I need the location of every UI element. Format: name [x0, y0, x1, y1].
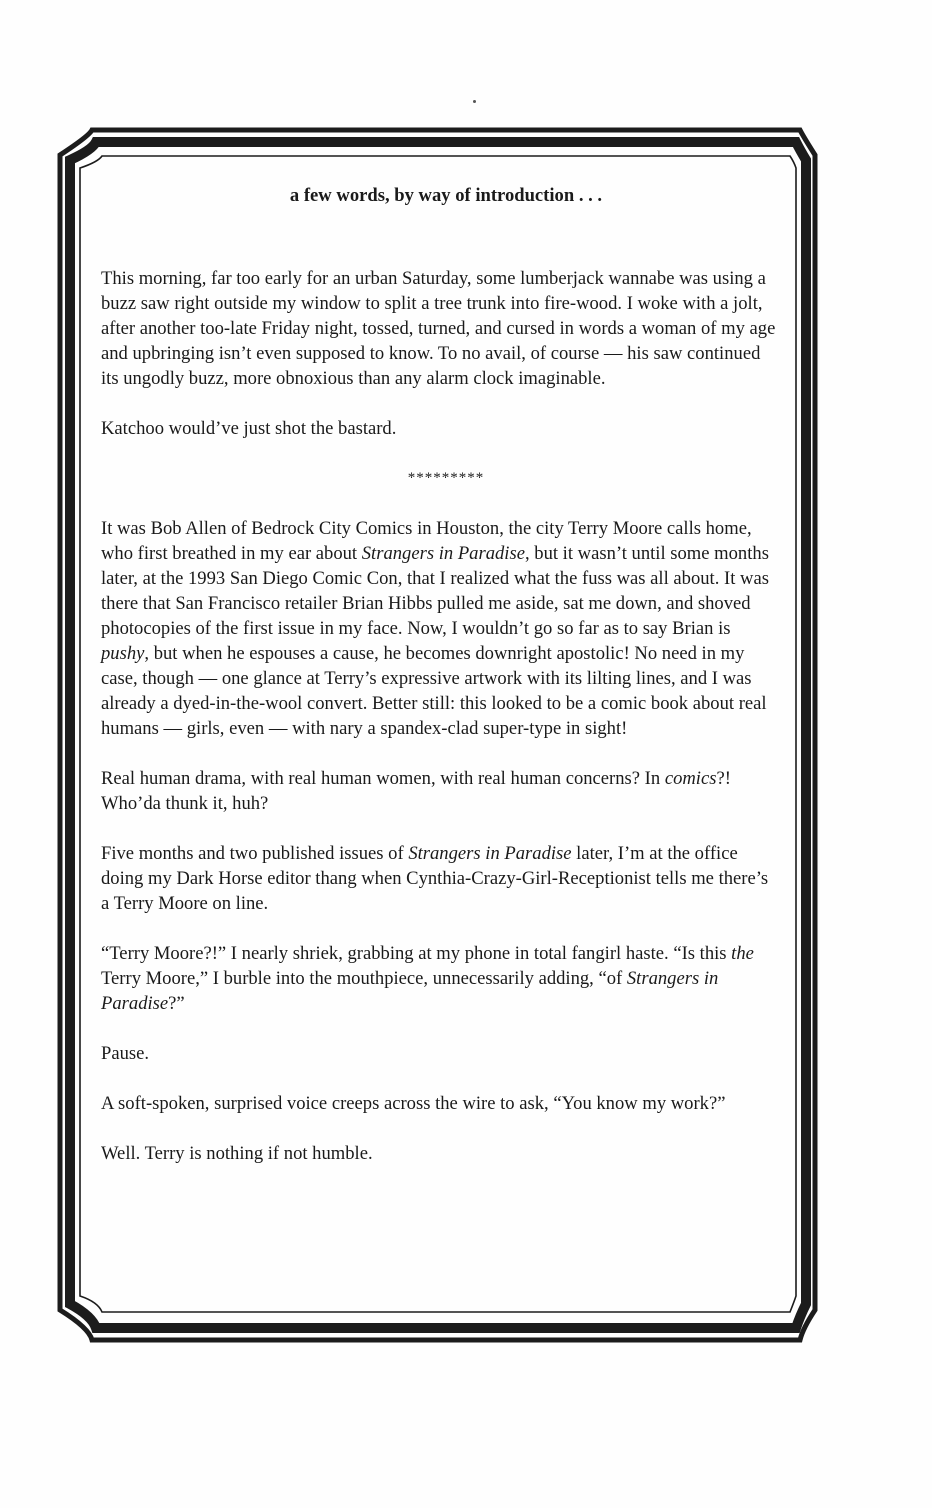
book-title: Strangers in Paradise [361, 543, 525, 564]
paragraph-bob-allen: It was Bob Allen of Bedrock City Comics in Houston, the city Terry Moore calls home, who first breathed in my ear about Strangers in Paradise, but it wasn’t until some months later, at the 1993 San Diego Comic Con, that I realized what the fuss was all about. It was there that San Francisco retailer Brian Hibbs pulled me aside, sat me down, and shoved photocopies of the first issue in my face. Now, I wouldn’t go so far as to say Brian is pushy, but when he espouses a cause, he becomes downright apostolic! No need in my case, though — one glance at Terry’s expressive artwork with its lilting lines, and I was already a dyed-in-the-wool convert. Better still: this looked to be a comic book about real humans — girls, even — with nary a spandex-clad super-type in sight! [101, 518, 769, 739]
paragraph-phone-call: “Terry Moore?!” I nearly shriek, grabbing at my phone in total fangirl haste. “Is this the Terry Moore,” I burble into the mouthpiece, unnecessarily adding, “of Strangers in Paradise?” [101, 943, 754, 1014]
book-title: Strangers in Paradise [408, 843, 572, 864]
paragraph-pause: Pause. [101, 1043, 150, 1064]
section-separator: ********* [407, 470, 485, 486]
emphasis-pushy: pushy [101, 643, 145, 664]
paragraph-five-months: Five months and two published issues of Strangers in Paradise later, I’m at the office doing my Dark Horse editor thang when Cynthia-Crazy-Girl-Receptionist tells me there’s a Terry Moore on line. [101, 843, 769, 914]
introduction-text [101, 183, 781, 1191]
paragraph-real-human-drama: Real human drama, with real human women, with real human concerns? In comics?! Who’da thunk it, huh? [101, 768, 731, 814]
emphasis-comics: comics [664, 768, 717, 789]
book-title: Strangers in Paradise [101, 968, 719, 1014]
emphasis-the: the [731, 943, 754, 964]
paragraph-soft-spoken: A soft-spoken, surprised voice creeps across the wire to ask, “You know my work?” [101, 1093, 726, 1114]
section-heading: a few words, by way of introduction . . . [289, 185, 603, 206]
paragraph-katchoo: Katchoo would’ve just shot the bastard. [101, 418, 397, 439]
paragraph-humble: Well. Terry is nothing if not humble. [101, 1143, 373, 1164]
paragraph-morning: This morning, far too early for an urban Saturday, some lumberjack wannabe was using a buzz saw right outside my window to split a tree trunk into fire-wood. I woke with a jolt, after another too-late Friday night, tossed, turned, and cursed in words a woman of my age and upbringing isn’t even supposed to know. To no avail, of course — his saw continued its ungodly buzz, more obnoxious than any alarm clock imaginable. [101, 268, 776, 389]
